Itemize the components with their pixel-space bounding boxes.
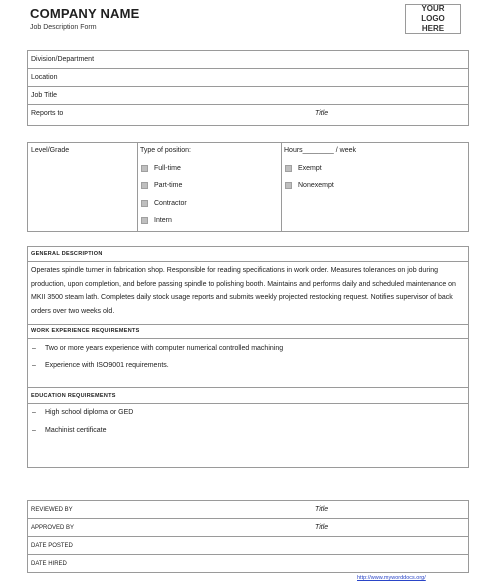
- checkbox-icon[interactable]: [141, 200, 148, 207]
- footer-link[interactable]: http://www.myworddocs.org/: [357, 575, 426, 581]
- divider: [28, 387, 468, 388]
- option-exempt[interactable]: [285, 164, 322, 173]
- dash-icon: –: [32, 427, 36, 434]
- option-label: Full-time: [154, 165, 181, 172]
- option-intern[interactable]: [141, 216, 172, 225]
- divider: [28, 261, 468, 262]
- info-label: Job Title: [31, 92, 58, 99]
- dash-icon: –: [32, 345, 36, 352]
- option-part-time[interactable]: [141, 181, 182, 190]
- signoff-label: DATE POSTED: [31, 543, 73, 549]
- divider: [28, 324, 468, 325]
- education-heading: EDUCATION REQUIREMENTS: [31, 393, 116, 399]
- info-row-location[interactable]: [28, 69, 468, 87]
- info-row-job-title[interactable]: [28, 87, 468, 105]
- divider: [28, 338, 468, 339]
- hours-label[interactable]: Hours________ / week: [284, 147, 356, 154]
- signoff-row-reviewed[interactable]: [28, 501, 468, 519]
- option-nonexempt[interactable]: [285, 181, 334, 190]
- checkbox-icon[interactable]: [141, 165, 148, 172]
- company-name: COMPANY NAME: [30, 6, 140, 21]
- signoff-row-date-posted[interactable]: [28, 537, 468, 555]
- info-label: Location: [31, 74, 58, 81]
- signoff-title: Title: [315, 506, 329, 513]
- option-label: Contractor: [154, 200, 187, 207]
- hours-column: [281, 143, 468, 231]
- option-contractor[interactable]: [141, 199, 187, 208]
- type-column: [137, 143, 282, 231]
- option-label: Exempt: [298, 165, 322, 172]
- general-description-text[interactable]: Operates spindle turner in fabrication shop. Responsible for reading specifications in work order. Measures tolerances on job during production, upon completion, and before passing spindle to polishing booth. Maintains and performs daily and scheduled maintenance on MKII 3500 steam lath. Completes daily stock usage reports and submits weekly projected restocking request. Notifies supervisor of back orders over two weeks old.: [31, 267, 456, 315]
- list-item[interactable]: [32, 345, 283, 352]
- logo-text: YOUR LOGO HERE: [421, 4, 445, 33]
- option-label: Intern: [154, 217, 172, 224]
- signoff-row-approved[interactable]: [28, 519, 468, 537]
- list-item-text: High school diploma or GED: [45, 409, 134, 416]
- list-item-text: Machinist certificate: [45, 427, 107, 434]
- general-heading: GENERAL DESCRIPTION: [31, 251, 103, 257]
- position-table: [27, 142, 469, 232]
- checkbox-icon[interactable]: [285, 182, 292, 189]
- list-item[interactable]: [32, 409, 133, 416]
- level-label: Level/Grade: [31, 147, 70, 154]
- job-info-table: [27, 50, 469, 126]
- signoff-row-date-hired[interactable]: [28, 555, 468, 573]
- option-label: Part-time: [154, 182, 183, 189]
- logo-placeholder: [405, 4, 461, 34]
- list-item[interactable]: [32, 427, 106, 434]
- work-heading: WORK EXPERIENCE REQUIREMENTS: [31, 328, 140, 334]
- checkbox-icon[interactable]: [141, 182, 148, 189]
- signoff-table: [27, 500, 469, 573]
- signoff-label: REVIEWED BY: [31, 507, 73, 513]
- list-item-text: Two or more years experience with computer numerical controlled machining: [45, 345, 284, 352]
- info-row-division[interactable]: [28, 51, 468, 69]
- checkbox-icon[interactable]: [285, 165, 292, 172]
- divider: [28, 403, 468, 404]
- description-table: [27, 246, 469, 468]
- info-label: Reports to: [31, 110, 64, 117]
- option-full-time[interactable]: [141, 164, 181, 173]
- list-item[interactable]: [32, 362, 169, 369]
- info-row-reports-to[interactable]: [28, 105, 468, 123]
- signoff-label: APPROVED BY: [31, 525, 75, 531]
- level-column[interactable]: [28, 143, 138, 231]
- list-item-text: Experience with ISO9001 requirements.: [45, 362, 169, 369]
- signoff-label: DATE HIRED: [31, 561, 67, 567]
- dash-icon: –: [32, 409, 36, 416]
- signoff-title: Title: [315, 524, 329, 531]
- type-label: Type of position:: [140, 147, 191, 154]
- info-title: Title: [315, 110, 329, 117]
- info-label: Division/Department: [31, 56, 95, 63]
- checkbox-icon[interactable]: [141, 217, 148, 224]
- form-subtitle: Job Description Form: [30, 24, 97, 31]
- option-label: Nonexempt: [298, 182, 334, 189]
- dash-icon: –: [32, 362, 36, 369]
